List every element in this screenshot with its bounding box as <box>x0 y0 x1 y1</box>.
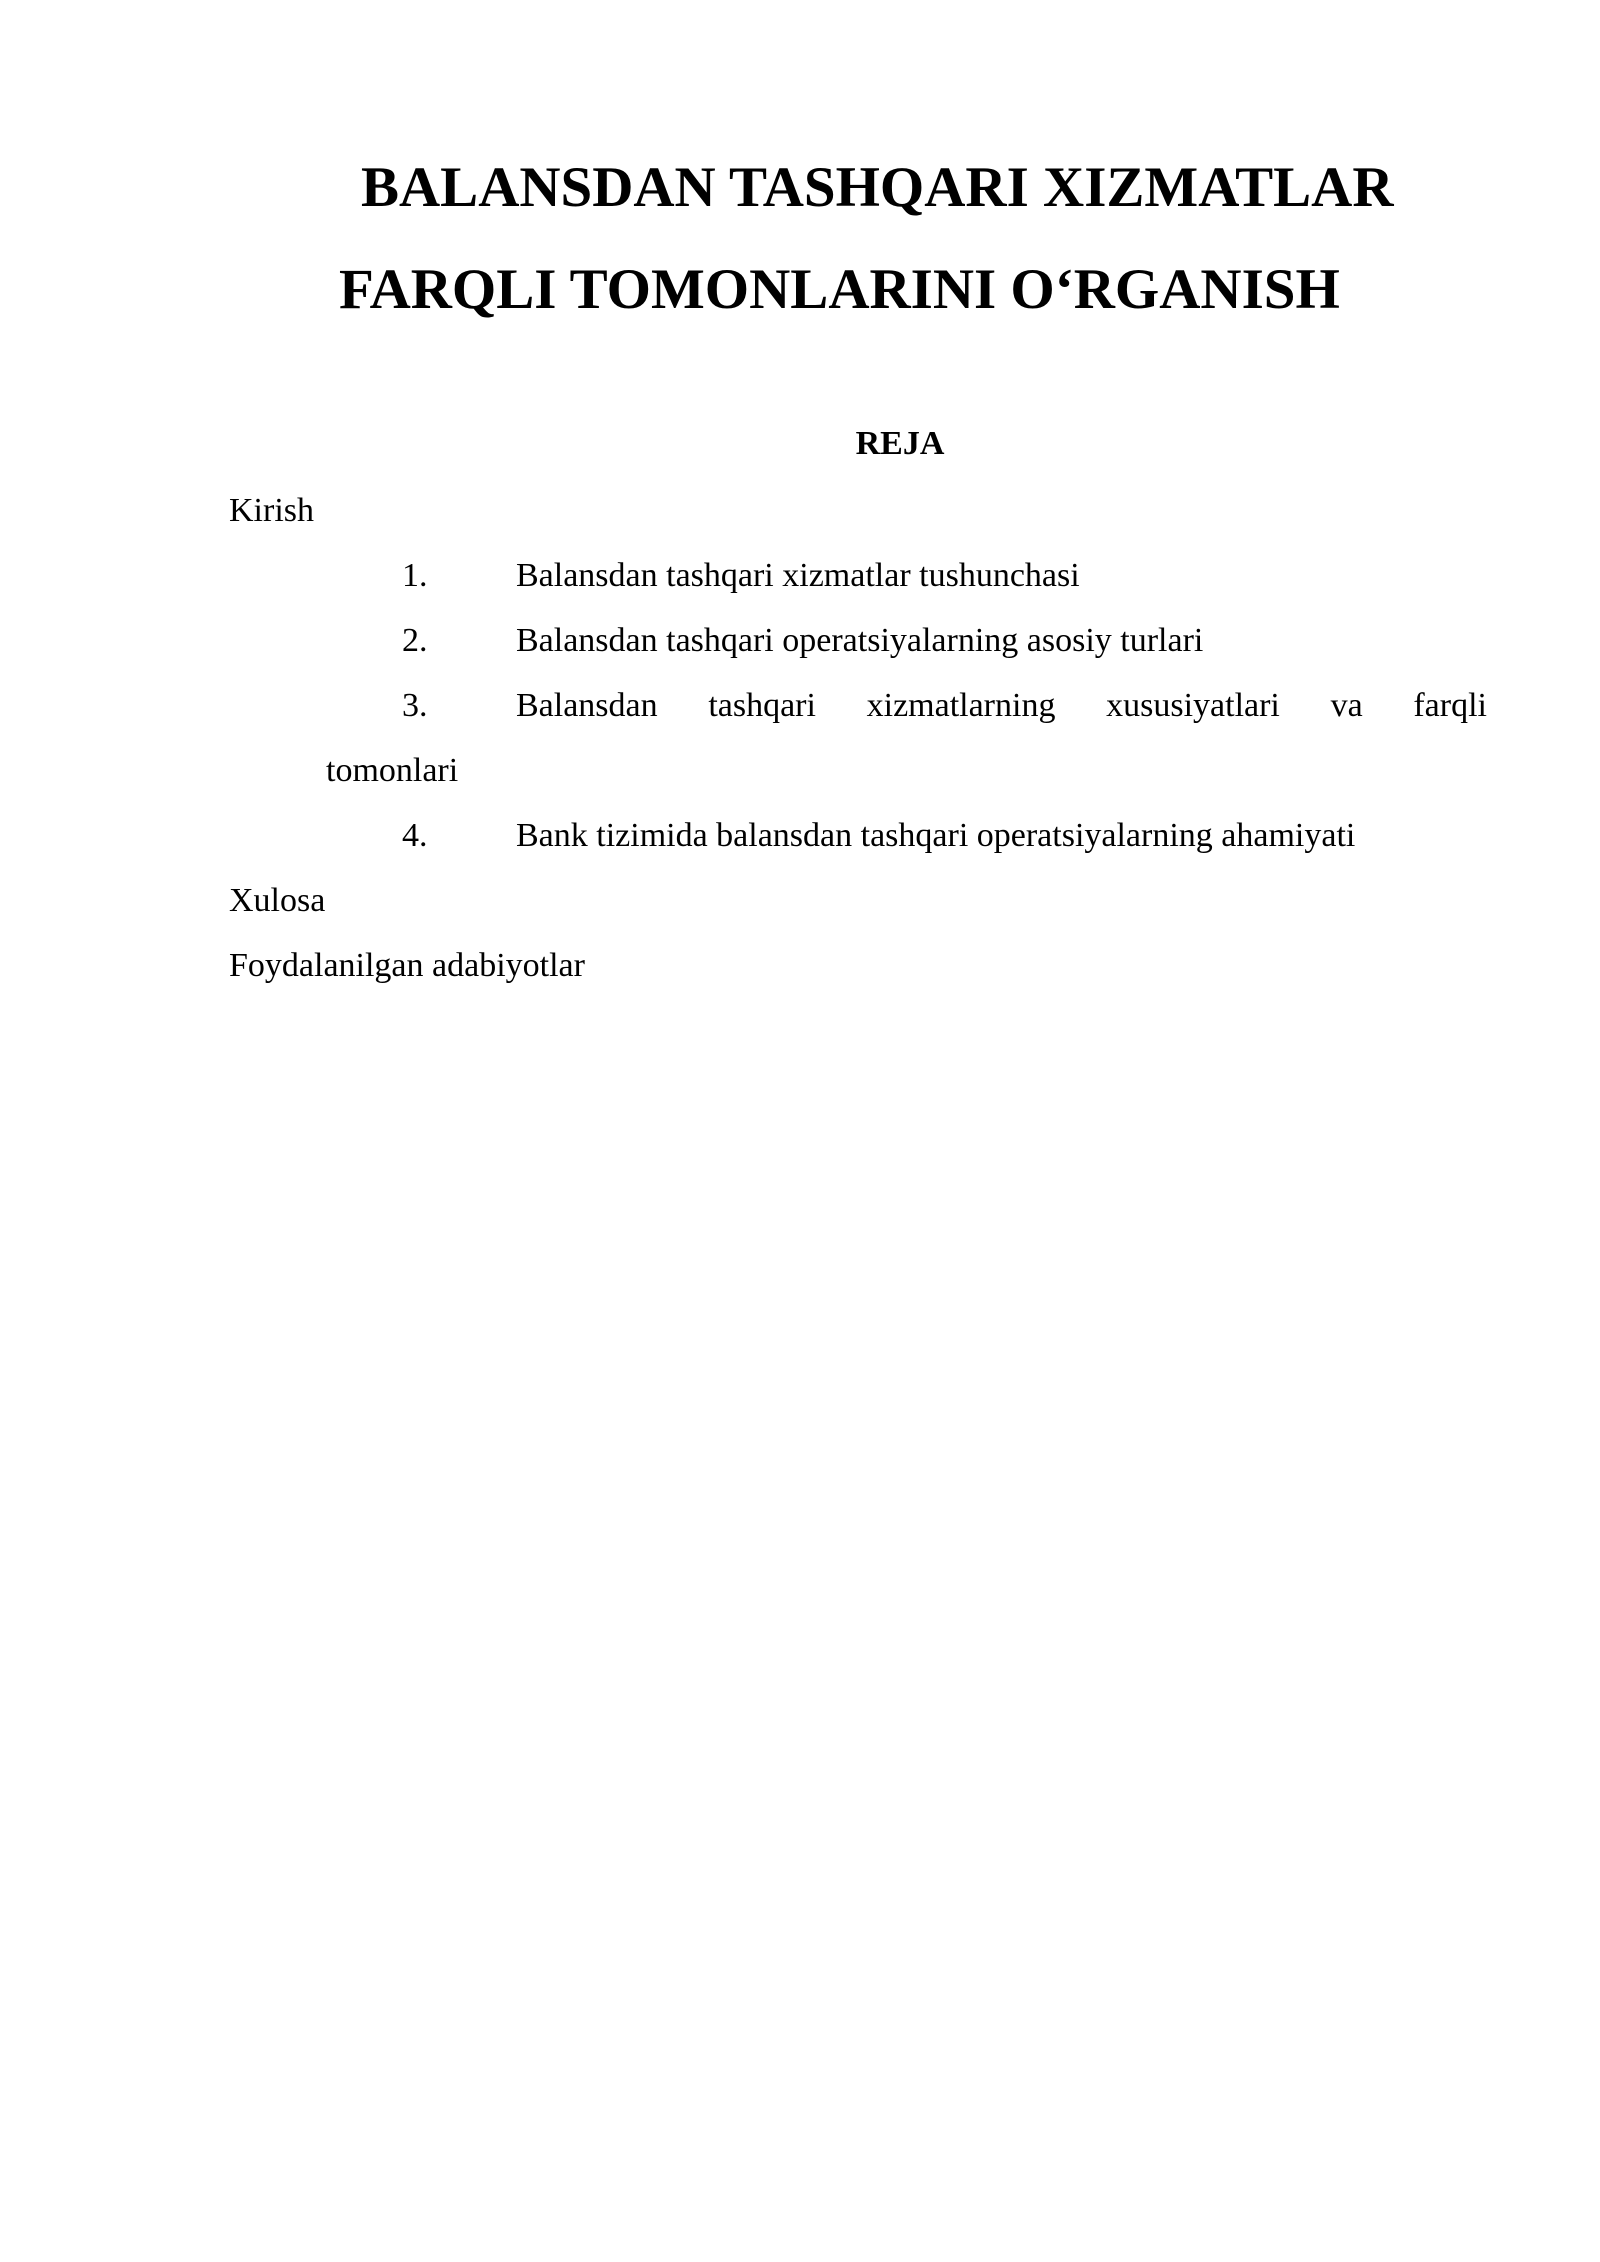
plan-conclusion: Xulosa <box>229 882 326 919</box>
plan-item-number: 2. <box>402 622 428 659</box>
plan-item-continuation: tomonlari <box>326 752 459 789</box>
document-title-line-2: FARQLI TOMONLARINI O‘RGANISH <box>339 258 1340 321</box>
plan-item-word: xizmatlarning <box>866 687 1056 724</box>
plan-item-word: farqli <box>1413 687 1487 724</box>
plan-intro: Kirish <box>229 492 314 529</box>
plan-item-text <box>516 686 1487 726</box>
plan-item-text: Balansdan tashqari xizmatlar tushunchasi <box>516 557 1080 594</box>
plan-item-text: Bank tizimida balansdan tashqari operatsiyalarning ahamiyati <box>516 817 1356 854</box>
plan-item-word: xususiyatlari <box>1106 687 1280 724</box>
plan-heading: REJA <box>855 425 945 462</box>
plan-item-text: Balansdan tashqari operatsiyalarning asosiy turlari <box>516 622 1204 659</box>
plan-item-word: tashqari <box>708 687 816 724</box>
plan-references: Foydalanilgan adabiyotlar <box>229 947 585 984</box>
plan-item-word: Balansdan <box>516 687 658 724</box>
document-title-line-1: BALANSDAN TASHQARI XIZMATLAR <box>361 156 1394 219</box>
plan-item-number: 3. <box>402 687 428 724</box>
plan-item-word: va <box>1330 687 1363 724</box>
plan-item-number: 1. <box>402 557 428 594</box>
plan-item-number: 4. <box>402 817 428 854</box>
